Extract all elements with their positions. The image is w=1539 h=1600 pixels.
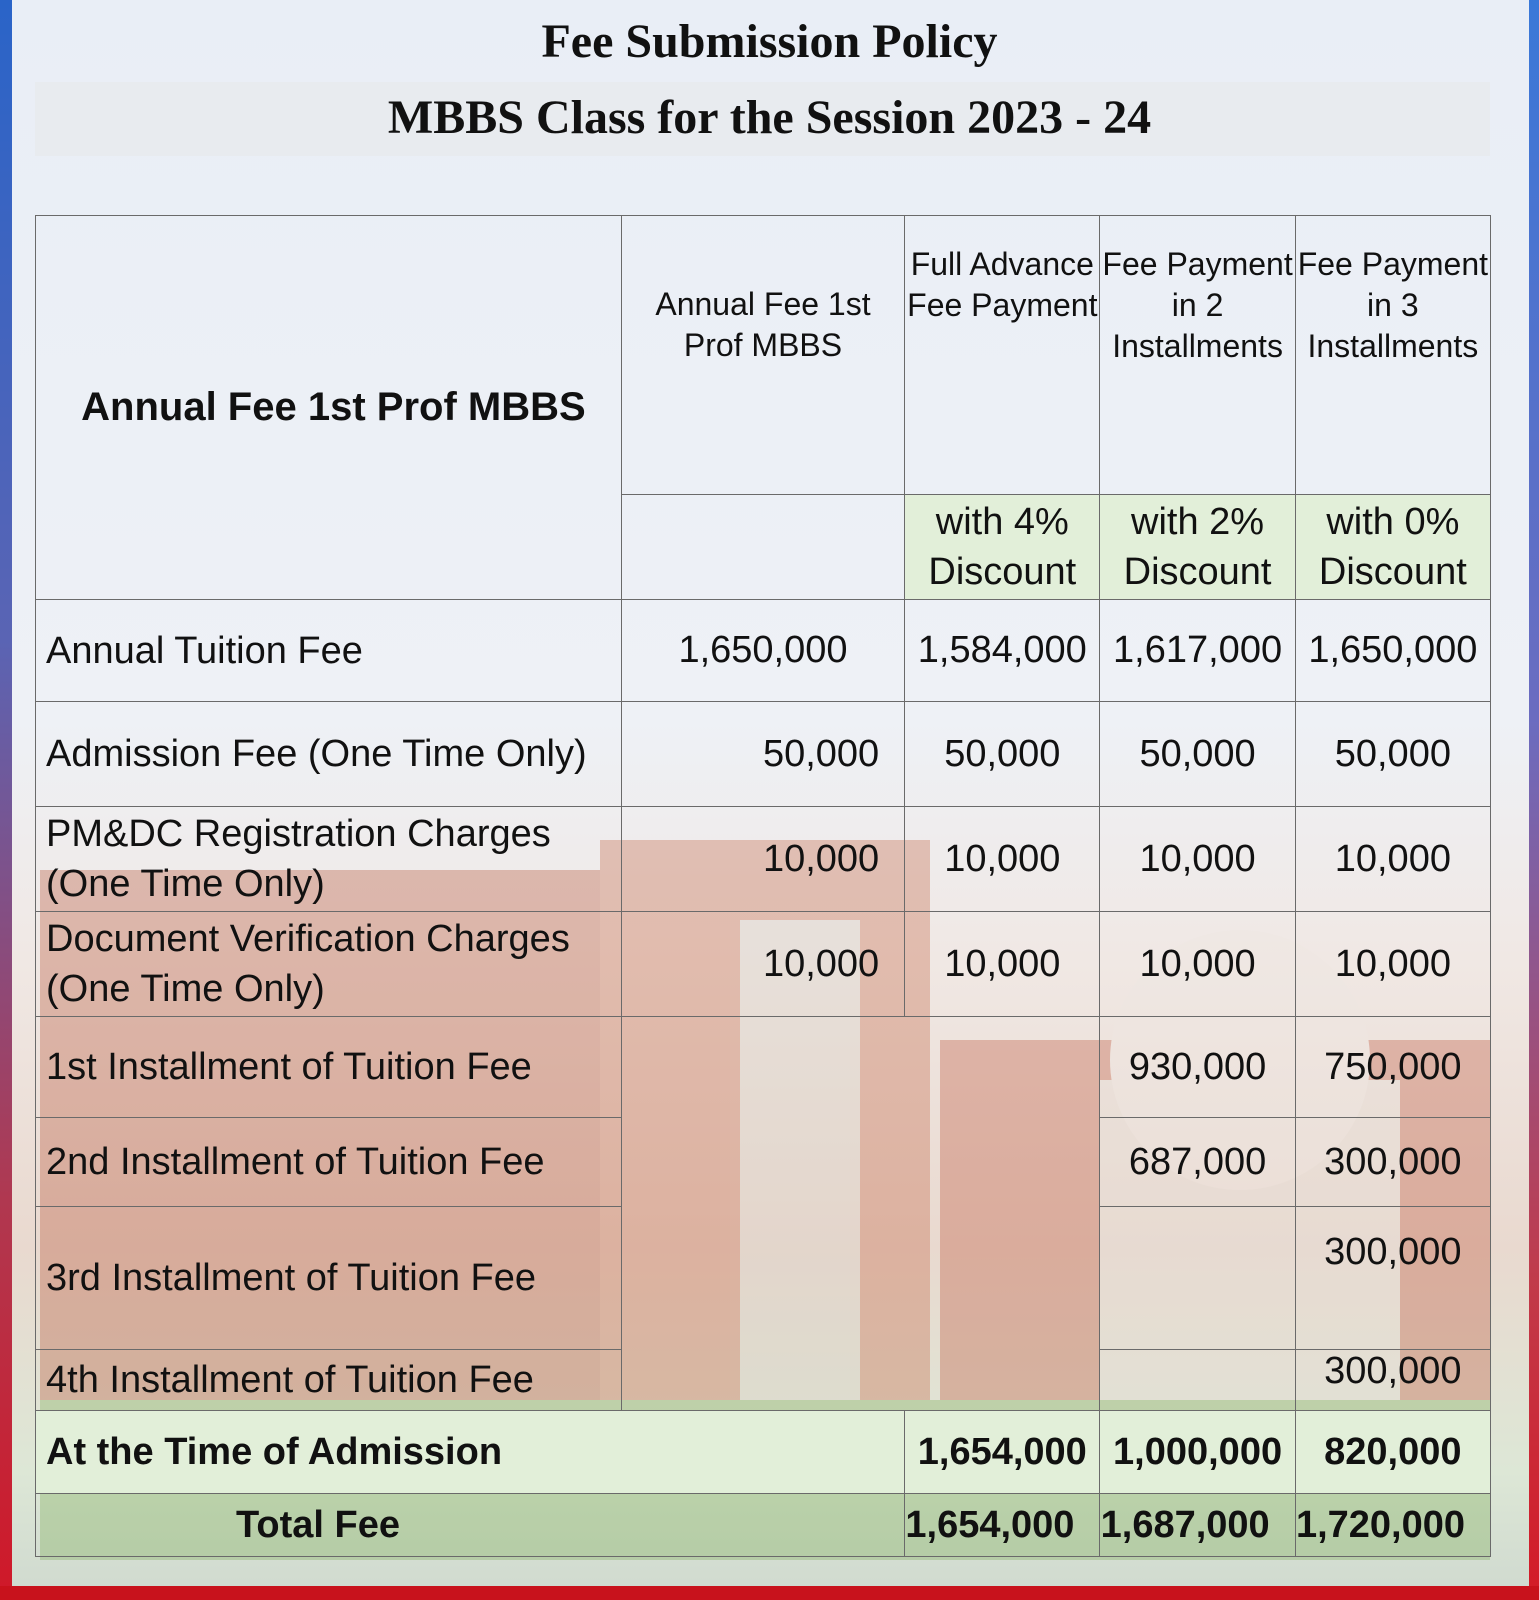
- table-row: [36, 1118, 1491, 1207]
- discount-cell-annual-fee: [621, 495, 904, 600]
- row-label: Admission Fee (One Time Only): [36, 702, 622, 807]
- cell-value: 50,000: [905, 702, 1100, 807]
- admission-total-two-installments: 1,000,000: [1100, 1411, 1295, 1494]
- cell-value: 930,000: [1100, 1017, 1295, 1118]
- page-title: Fee Submission Policy: [541, 15, 998, 68]
- cell-value: [1100, 1350, 1295, 1411]
- cell-value: 300,000: [1295, 1207, 1490, 1350]
- fee-table: [35, 215, 1491, 1557]
- cell-value: 1,650,000: [1295, 600, 1490, 702]
- cell-value: [905, 1207, 1100, 1350]
- discount-cell-full-advance: with 4% Discount: [905, 495, 1100, 600]
- column-header-two-installments: Fee Payment in 2 Installments: [1100, 216, 1295, 495]
- cell-value: 1,584,000: [905, 600, 1100, 702]
- cell-value: 10,000: [1295, 912, 1490, 1017]
- table-row: [36, 702, 1491, 807]
- cell-value: [1100, 1207, 1295, 1350]
- cell-value: 1,617,000: [1100, 600, 1295, 702]
- cell-value: [905, 1350, 1100, 1411]
- cell-value: 10,000: [905, 912, 1100, 1017]
- admission-total-label: At the Time of Admission: [36, 1411, 905, 1494]
- row-label: 3rd Installment of Tuition Fee: [36, 1207, 622, 1350]
- admission-total-full-advance: 1,654,000: [905, 1411, 1100, 1494]
- table-row: [36, 912, 1491, 1017]
- table-row: [36, 600, 1491, 702]
- cell-value: 50,000: [1100, 702, 1295, 807]
- cell-value: [621, 1017, 904, 1118]
- cell-value: 300,000: [1295, 1118, 1490, 1207]
- right-border-decoration: [1529, 0, 1539, 1600]
- cell-value: 10,000: [621, 807, 904, 912]
- table-row: [36, 1350, 1491, 1411]
- column-header-annual-fee: Annual Fee 1st Prof MBBS: [621, 216, 904, 495]
- column-header-three-installments: Fee Payment in 3 Installments: [1295, 216, 1490, 495]
- row-label: Annual Tuition Fee: [36, 600, 622, 702]
- row-label: 2nd Installment of Tuition Fee: [36, 1118, 622, 1207]
- column-header-full-advance: Full Advance Fee Payment: [905, 216, 1100, 495]
- total-fee-two-installments: 1,687,000: [1100, 1494, 1295, 1557]
- cell-value: [621, 1350, 904, 1411]
- cell-value: 10,000: [1295, 807, 1490, 912]
- cell-value: [905, 1118, 1100, 1207]
- table-row: [36, 807, 1491, 912]
- row-label: 1st Installment of Tuition Fee: [36, 1017, 622, 1118]
- cell-value: 10,000: [621, 912, 904, 1017]
- cell-value: 750,000: [1295, 1017, 1490, 1118]
- discount-cell-three-installments: with 0% Discount: [1295, 495, 1490, 600]
- table-row: [36, 1017, 1491, 1118]
- cell-value: 10,000: [1100, 807, 1295, 912]
- cell-value: 10,000: [905, 807, 1100, 912]
- corner-header: Annual Fee 1st Prof MBBS: [36, 216, 622, 600]
- cell-value: [905, 1017, 1100, 1118]
- total-fee-row: [36, 1494, 1491, 1557]
- cell-value: 1,650,000: [621, 600, 904, 702]
- cell-value: 50,000: [1295, 702, 1490, 807]
- cell-value: [621, 1207, 904, 1350]
- row-label: 4th Installment of Tuition Fee: [36, 1350, 622, 1411]
- total-fee-label: Total Fee: [36, 1494, 905, 1557]
- row-label: PM&DC Registration Charges (One Time Only): [36, 807, 622, 912]
- bottom-border-decoration: [0, 1586, 1539, 1600]
- admission-total-row: [36, 1411, 1491, 1494]
- table-row: [36, 1207, 1491, 1350]
- admission-total-three-installments: 820,000: [1295, 1411, 1490, 1494]
- cell-value: 687,000: [1100, 1118, 1295, 1207]
- cell-value: 10,000: [1100, 912, 1295, 1017]
- discount-cell-two-installments: with 2% Discount: [1100, 495, 1295, 600]
- left-border-decoration: [0, 0, 12, 1600]
- page-subtitle: MBBS Class for the Session 2023 - 24: [387, 91, 1152, 144]
- cell-value: 300,000: [1295, 1350, 1490, 1411]
- total-fee-three-installments: 1,720,000: [1295, 1494, 1490, 1557]
- total-fee-full-advance: 1,654,000: [905, 1494, 1100, 1557]
- cell-value: 50,000: [621, 702, 904, 807]
- row-label: Document Verification Charges (One Time Only): [36, 912, 622, 1017]
- cell-value: [621, 1118, 904, 1207]
